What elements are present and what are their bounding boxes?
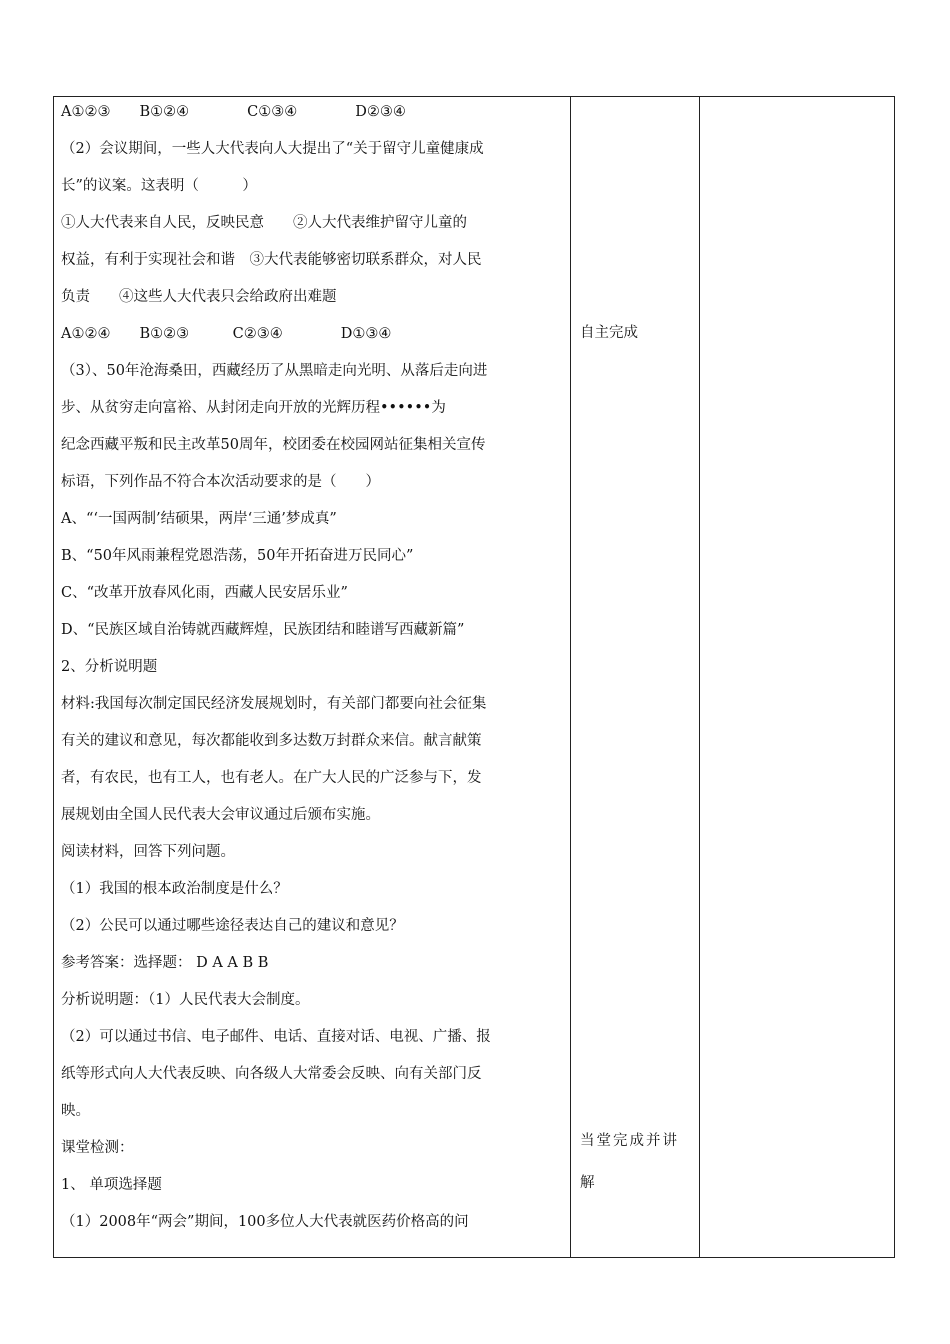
text-line: 者，有农民，也有工人，也有老人。在广大人民的广泛参与下，发 bbox=[61, 770, 482, 786]
text-line: A、“‘一国两制’结硕果，两岸‘三通’梦成真” bbox=[61, 511, 337, 527]
lesson-table bbox=[53, 96, 895, 1258]
note-self-complete: 自主完成 bbox=[580, 325, 638, 341]
text-line: （2）公民可以通过哪些途径表达自己的建议和意见？ bbox=[61, 918, 404, 934]
text-line: （1）2008年“两会”期间，100多位人大代表就医药价格高的问 bbox=[61, 1214, 469, 1230]
text-line: 课堂检测： bbox=[61, 1140, 134, 1156]
note-column-1 bbox=[580, 322, 700, 344]
text-line: D、“民族区域自治铸就西藏辉煌，民族团结和睦谱写西藏新篇” bbox=[61, 622, 465, 638]
text-line: 长”的议案。这表明（ ） bbox=[61, 178, 257, 194]
text-line: 有关的建议和意见，每次都能收到多达数万封群众来信。献言献策 bbox=[61, 733, 482, 749]
text-line: 材料:我国每次制定国民经济发展规划时，有关部门都要向社会征集 bbox=[61, 696, 487, 712]
text-line: （2）会议期间，一些人大代表向人大提出了“关于留守儿童健康成 bbox=[61, 141, 484, 157]
text-line: C、“改革开放春风化雨，西藏人民安居乐业” bbox=[61, 585, 348, 601]
text-line: A①②④ B①②③ C②③④ D①③④ bbox=[61, 326, 392, 342]
note-class-complete-cont: 解 bbox=[580, 1175, 595, 1191]
column-divider-2 bbox=[699, 97, 700, 1257]
content-column bbox=[61, 101, 566, 1233]
text-line: 分析说明题：（1）人民代表大会制度。 bbox=[61, 992, 310, 1008]
text-line: 展规划由全国人民代表大会审议通过后颁布实施。 bbox=[61, 807, 380, 823]
text-line: 标语，下列作品不符合本次活动要求的是（ ） bbox=[61, 474, 380, 490]
text-line: 权益，有利于实现社会和谐 ③大代表能够密切联系群众，对人民 bbox=[61, 252, 482, 268]
text-line: ①人大代表来自人民，反映民意 ②人大代表维护留守儿童的 bbox=[61, 215, 467, 231]
text-line: B、“50年风雨兼程党恩浩荡，50年开拓奋进万民同心” bbox=[61, 548, 414, 564]
text-line: 步、从贫穷走向富裕、从封闭走向开放的光辉历程••••••为 bbox=[61, 400, 446, 416]
text-line: 映。 bbox=[61, 1103, 90, 1119]
text-line: 纸等形式向人大代表反映、向各级人大常委会反映、向有关部门反 bbox=[61, 1066, 482, 1082]
note-class-complete: 当堂完成并讲 bbox=[580, 1133, 679, 1149]
text-line: （2）可以通过书信、电子邮件、电话、直接对话、电视、广播、报 bbox=[61, 1029, 491, 1045]
text-line: （1）我国的根本政治制度是什么？ bbox=[61, 881, 288, 897]
text-line: 参考答案：选择题： D A A B B bbox=[61, 955, 269, 971]
text-line: 1、 单项选择题 bbox=[61, 1177, 162, 1193]
text-line: 纪念西藏平叛和民主改革50周年，校团委在校园网站征集相关宣传 bbox=[61, 437, 486, 453]
column-divider-1 bbox=[570, 97, 571, 1257]
text-line: 2、分析说明题 bbox=[61, 659, 158, 675]
text-line: （3）、50年沧海桑田，西藏经历了从黑暗走向光明、从落后走向进 bbox=[61, 363, 488, 379]
text-line: 负责 ④这些人大代表只会给政府出难题 bbox=[61, 289, 337, 305]
text-line: 阅读材料，回答下列问题。 bbox=[61, 844, 235, 860]
text-line: A①②③ B①②④ C①③④ D②③④ bbox=[61, 104, 406, 120]
note-column-2 bbox=[580, 1130, 700, 1194]
